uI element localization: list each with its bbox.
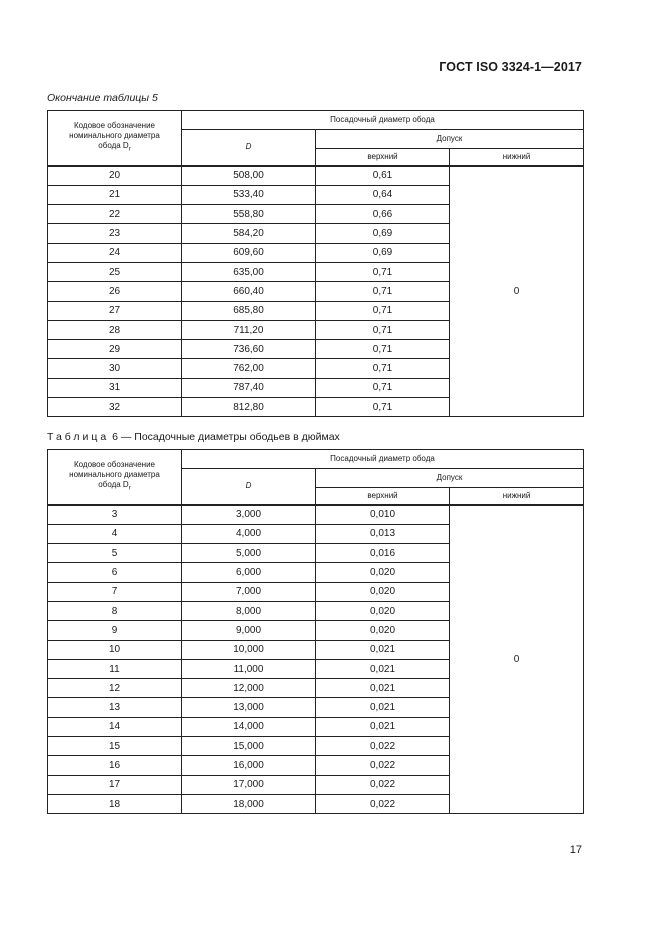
code-cell: 4 (48, 524, 182, 543)
lower-cell: 0 (450, 505, 584, 814)
d-cell: 635,00 (182, 262, 316, 281)
code-cell: 24 (48, 243, 182, 262)
d-cell: 609,60 (182, 243, 316, 262)
code-cell: 10 (48, 640, 182, 659)
d-cell: 812,80 (182, 398, 316, 417)
d-cell: 762,00 (182, 359, 316, 378)
upper-cell: 0,010 (316, 505, 450, 525)
code-header: Кодовое обозначение номинального диаметра обода $D_r$ (48, 111, 182, 166)
upper-cell: 0,021 (316, 698, 450, 717)
code-cell: 16 (48, 756, 182, 775)
d-cell: 5,000 (182, 544, 316, 563)
upper-cell: 0,021 (316, 659, 450, 678)
table-row (48, 505, 584, 525)
d-cell: 508,00 (182, 166, 316, 186)
code-cell: 23 (48, 224, 182, 243)
d-cell: 3,000 (182, 505, 316, 525)
code-cell: 32 (48, 398, 182, 417)
d-cell: 18,000 (182, 794, 316, 813)
code-cell: 13 (48, 698, 182, 717)
d-cell: 685,80 (182, 301, 316, 320)
code-cell: 20 (48, 166, 182, 186)
d-cell: 660,40 (182, 282, 316, 301)
tolerance-header: Допуск (316, 130, 584, 149)
code-cell: 12 (48, 679, 182, 698)
upper-cell: 0,71 (316, 301, 450, 320)
upper-cell: 0,71 (316, 282, 450, 301)
code-cell: 26 (48, 282, 182, 301)
d-cell: 533,40 (182, 185, 316, 204)
upper-cell: 0,021 (316, 640, 450, 659)
upper-cell: 0,022 (316, 756, 450, 775)
code-cell: 5 (48, 544, 182, 563)
code-cell: 30 (48, 359, 182, 378)
upper-cell: 0,71 (316, 359, 450, 378)
seat-diameter-header: Посадочный диаметр обода (182, 111, 584, 130)
d-cell: 7,000 (182, 582, 316, 601)
upper-cell: 0,71 (316, 262, 450, 281)
code-cell: 9 (48, 621, 182, 640)
code-cell: 29 (48, 340, 182, 359)
d-cell: 711,20 (182, 320, 316, 339)
d-cell: 17,000 (182, 775, 316, 794)
code-header: Кодовое обозначение номинального диаметра обода $D_r$ (48, 450, 182, 505)
upper-cell: 0,71 (316, 398, 450, 417)
code-cell: 17 (48, 775, 182, 794)
upper-cell: 0,020 (316, 621, 450, 640)
d-header: D (182, 469, 316, 505)
d-cell: 14,000 (182, 717, 316, 736)
d-cell: 12,000 (182, 679, 316, 698)
table-row (48, 166, 584, 186)
d-cell: 6,000 (182, 563, 316, 582)
upper-cell: 0,016 (316, 544, 450, 563)
code-cell: 8 (48, 601, 182, 620)
d-cell: 787,40 (182, 378, 316, 397)
code-cell: 14 (48, 717, 182, 736)
d-cell: 558,80 (182, 205, 316, 224)
table6 (47, 449, 584, 814)
table5 (47, 110, 584, 417)
lower-header: нижний (450, 488, 584, 505)
upper-cell: 0,020 (316, 582, 450, 601)
d-cell: 15,000 (182, 737, 316, 756)
table6-caption: Таблица 6 — Посадочные диаметры ободьев в дюймах (47, 431, 340, 443)
d-cell: 11,000 (182, 659, 316, 678)
upper-cell: 0,022 (316, 775, 450, 794)
page-number: 17 (569, 844, 582, 856)
code-cell: 25 (48, 262, 182, 281)
upper-cell: 0,020 (316, 563, 450, 582)
d-cell: 736,60 (182, 340, 316, 359)
code-cell: 6 (48, 563, 182, 582)
upper-header: верхний (316, 488, 450, 505)
upper-cell: 0,71 (316, 320, 450, 339)
upper-cell: 0,021 (316, 679, 450, 698)
upper-cell: 0,013 (316, 524, 450, 543)
code-cell: 31 (48, 378, 182, 397)
tolerance-header: Допуск (316, 469, 584, 488)
lower-cell: 0 (450, 166, 584, 417)
upper-cell: 0,020 (316, 601, 450, 620)
code-cell: 21 (48, 185, 182, 204)
d-cell: 4,000 (182, 524, 316, 543)
upper-cell: 0,021 (316, 717, 450, 736)
upper-header: верхний (316, 149, 450, 166)
table5-caption: Окончание таблицы 5 (47, 92, 158, 104)
d-cell: 8,000 (182, 601, 316, 620)
upper-cell: 0,69 (316, 243, 450, 262)
upper-cell: 0,022 (316, 794, 450, 813)
code-cell: 7 (48, 582, 182, 601)
code-cell: 18 (48, 794, 182, 813)
upper-cell: 0,022 (316, 737, 450, 756)
seat-diameter-header: Посадочный диаметр обода (182, 450, 584, 469)
code-cell: 28 (48, 320, 182, 339)
upper-cell: 0,71 (316, 378, 450, 397)
code-cell: 22 (48, 205, 182, 224)
d-cell: 10,000 (182, 640, 316, 659)
upper-cell: 0,69 (316, 224, 450, 243)
upper-cell: 0,64 (316, 185, 450, 204)
code-cell: 3 (48, 505, 182, 525)
lower-header: нижний (450, 149, 584, 166)
code-cell: 15 (48, 737, 182, 756)
upper-cell: 0,71 (316, 340, 450, 359)
d-header: D (182, 130, 316, 166)
upper-cell: 0,61 (316, 166, 450, 186)
upper-cell: 0,66 (316, 205, 450, 224)
d-cell: 13,000 (182, 698, 316, 717)
d-cell: 584,20 (182, 224, 316, 243)
d-cell: 16,000 (182, 756, 316, 775)
document-id: ГОСТ ISO 3324-1—2017 (439, 60, 582, 74)
code-cell: 27 (48, 301, 182, 320)
code-cell: 11 (48, 659, 182, 678)
d-cell: 9,000 (182, 621, 316, 640)
